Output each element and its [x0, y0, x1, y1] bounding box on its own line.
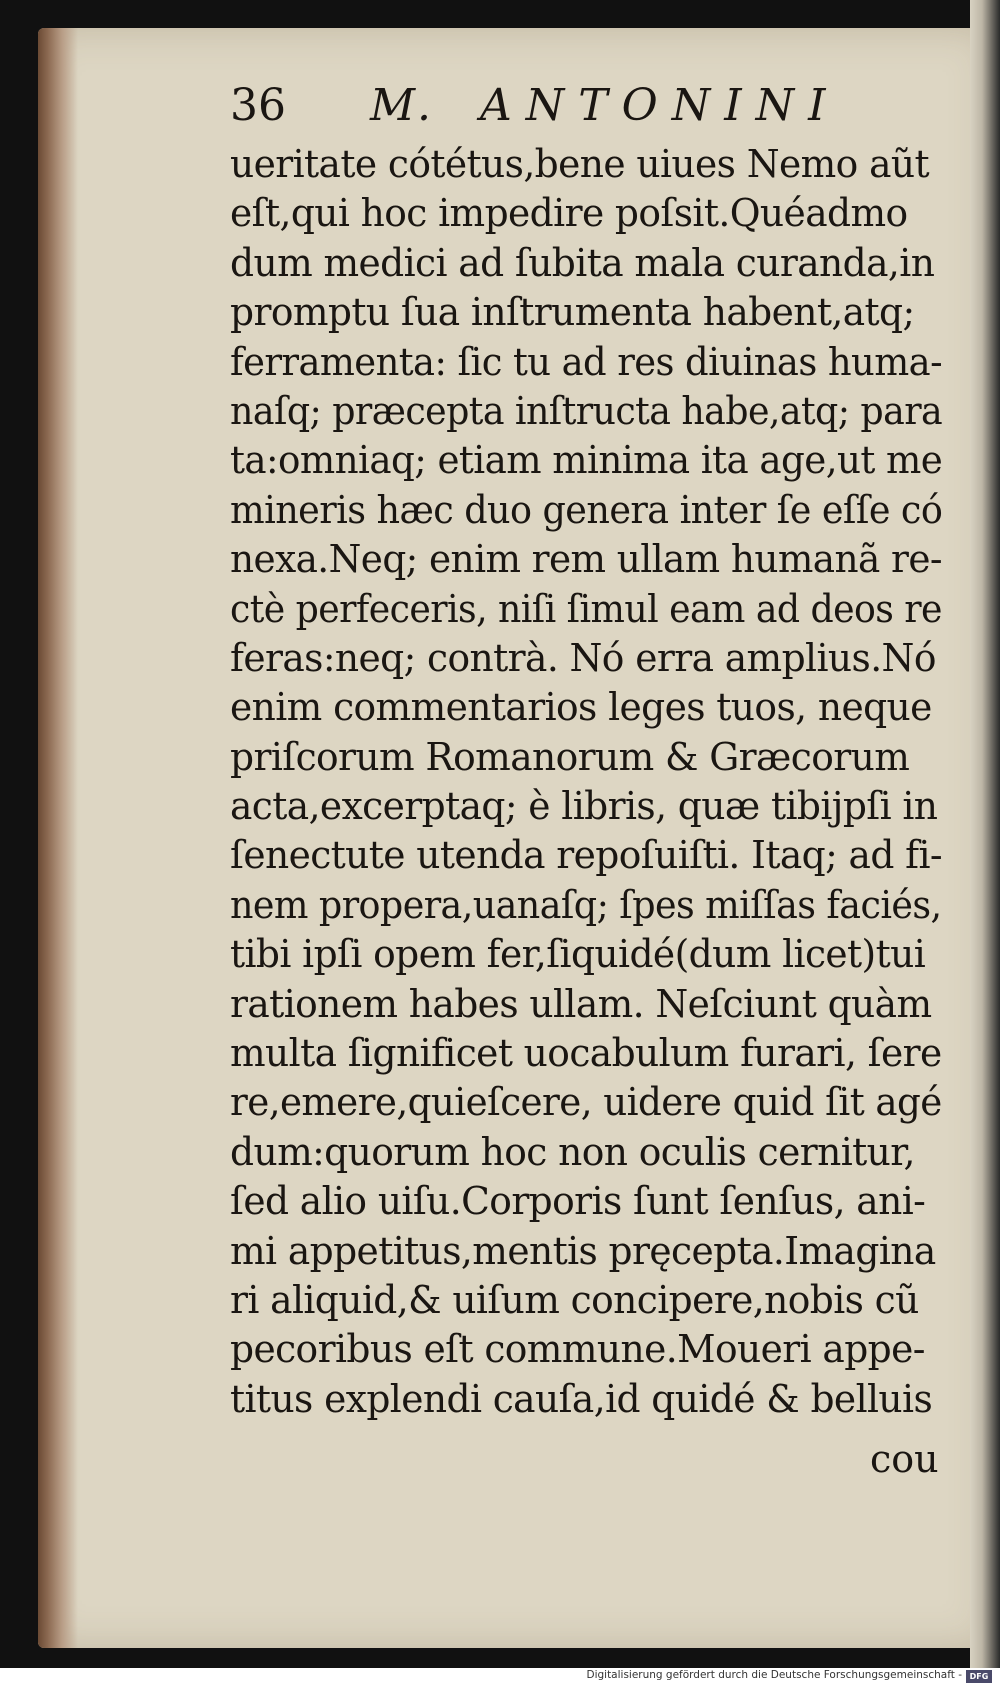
text-line: promptu ſua inſtrumenta habent,atq; — [230, 290, 915, 335]
dfg-logo-icon: DFG — [966, 1670, 992, 1683]
text-line: priſcorum Romanorum & Græcorum — [230, 734, 910, 779]
text-line: ſed alio uiſu.Corporis ſunt ſenſus, ani- — [230, 1179, 926, 1224]
text-line: pecoribus eſt commune.Moueri appe- — [230, 1327, 925, 1372]
running-head-author: M. — [370, 80, 434, 131]
text-line: eſt,qui hoc impedire poſsit.Quéadmo — [230, 191, 908, 236]
running-head-name: ANTONINI — [480, 80, 840, 131]
body-text — [230, 140, 950, 1424]
text-line: enim commentarios leges tuos, neque — [230, 685, 932, 730]
funding-credit: Digitalisierung gefördert durch die Deutsche Forschungsgemeinschaft - — [586, 1669, 962, 1681]
text-line: naſq; præcepta inſtructa habe,atq; para — [230, 388, 943, 433]
text-line: titus explendi cauſa,id quidé & belluis — [230, 1376, 933, 1421]
text-line: feras:neq; contrà. Nó erra amplius.Nó — [230, 635, 936, 680]
text-line: acta,excerptaq; è libris, quæ tibijpſi in — [230, 784, 938, 829]
text-line: re,emere,quieſcere, uidere quid ſit agé — [230, 1080, 942, 1125]
text-line: dum medici ad ſubita mala curanda,in — [230, 240, 935, 285]
text-line: rationem habes ullam. Neſciunt quàm — [230, 981, 932, 1026]
text-line: ta:omniaq; etiam minima ita age,ut me — [230, 438, 943, 483]
text-line: ſenectute utenda repoſuiſti. Itaq; ad fi- — [230, 833, 943, 878]
text-line: ferramenta: ſic tu ad res diuinas huma- — [230, 339, 942, 384]
footer-bar — [0, 1668, 1000, 1685]
text-line: multa ſignificet uocabulum furari, ſere — [230, 1031, 942, 1076]
text-line: tibi ipſi opem fer,ſiquidé(dum licet)tui — [230, 932, 926, 977]
text-line: ri aliquid,& uiſum concipere,nobis cũ — [230, 1277, 919, 1322]
text-line: ctè perfeceris, niſi ſimul eam ad deos re — [230, 586, 942, 631]
text-line: ueritate cótétus,bene uiues Nemo aũt — [230, 142, 929, 186]
catchword: cou — [870, 1437, 939, 1481]
text-line: mi appetitus,mentis pręcepta.Imagina — [230, 1228, 936, 1273]
page-number: 36 — [230, 80, 286, 131]
text-line: mineris hæc duo genera inter ſe eſſe có — [230, 487, 943, 532]
text-line: nexa.Neq; enim rem ullam humanã re- — [230, 537, 942, 582]
running-head — [230, 80, 930, 140]
page-edge — [38, 28, 78, 1648]
book-gutter — [970, 0, 1000, 1668]
text-line: dum:quorum hoc non oculis cernitur, — [230, 1129, 915, 1174]
text-line: nem propera,uanaſq; ſpes miſſas faciés, — [230, 882, 942, 927]
